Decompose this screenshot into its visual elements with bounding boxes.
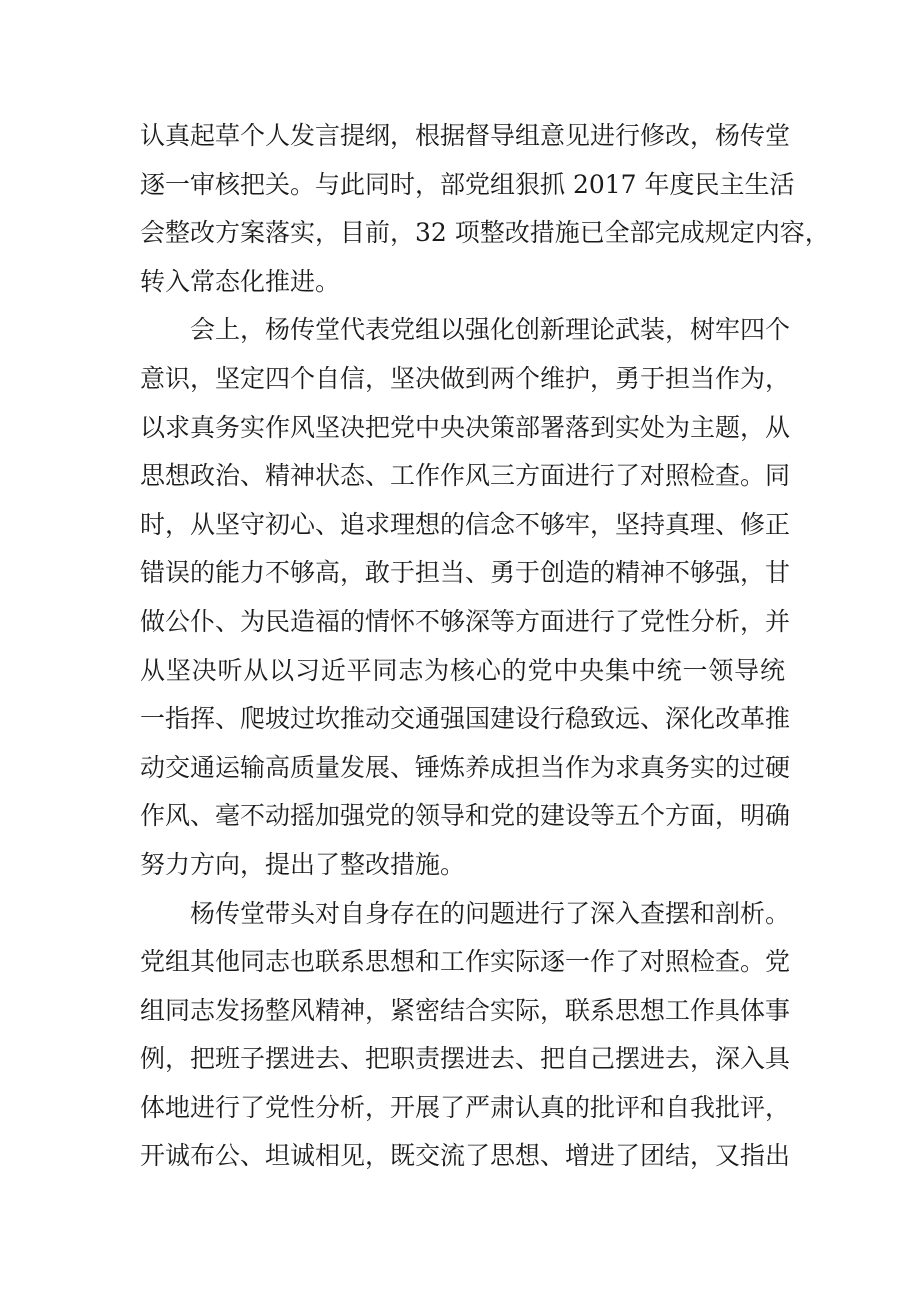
text-line: 认真起草个人发言提纲，根据督导组意见进行修改，杨传堂 [140,121,791,150]
paragraph-1 [140,112,830,306]
text-line: 意识，坚定四个自信，坚决做到两个维护，勇于担当作为， [140,363,791,393]
text-line: 以求真务实作风坚决把党中央决策部署落到实处为主题，从 [140,412,791,442]
text-line: 时，从坚守初心、追求理想的信念不够牢，坚持真理、修正 [140,509,791,539]
text-line: 会整改方案落实，目前，32 项整改措施已全部完成规定内容， [140,218,830,248]
body-text [140,112,830,1181]
text-line: 组同志发扬整风精神，紧密结合实际，联系思想工作具体事 [140,995,791,1025]
text-line: 做公仆、为民造福的情怀不够深等方面进行了党性分析，并 [140,606,791,636]
text-line: 思想政治、精神状态、工作作风三方面进行了对照检查。同 [140,461,791,491]
paragraph-3 [140,890,791,1182]
text-line: 转入常态化推进。 [140,266,341,296]
text-line: 体地进行了党性分析，开展了严肃认真的批评和自我批评， [140,1092,791,1122]
text-line: 党组其他同志也联系思想和工作实际逐一作了对照检查。党 [140,947,791,977]
text-line: 努力方向，提出了整改措施。 [140,849,466,879]
paragraph-2 [140,306,791,889]
text-line: 杨传堂带头对自身存在的问题进行了深入查摆和剖析。 [190,898,791,928]
text-line: 动交通运输高质量发展、锤炼养成担当作为求真务实的过硬 [140,752,791,782]
text-line: 一指挥、爬坡过坎推动交通强国建设行稳致远、深化改革推 [140,704,791,734]
text-line: 开诚布公、坦诚相见，既交流了思想、增进了团结，又指出 [140,1141,791,1171]
text-line: 会上，杨传堂代表党组以强化创新理论武装，树牢四个 [190,315,791,345]
text-line: 逐一审核把关。与此同时，部党组狠抓 2017 年度民主生活 [140,169,795,199]
text-line: 错误的能力不够高，敢于担当、勇于创造的精神不够强，甘 [140,558,791,588]
text-line: 从坚决听从以习近平同志为核心的党中央集中统一领导统 [140,655,785,685]
text-line: 作风、毫不动摇加强党的领导和党的建设等五个方面，明确 [140,801,791,831]
text-line: 例，把班子摆进去、把职责摆进去、把自己摆进去，深入具 [140,1044,791,1074]
